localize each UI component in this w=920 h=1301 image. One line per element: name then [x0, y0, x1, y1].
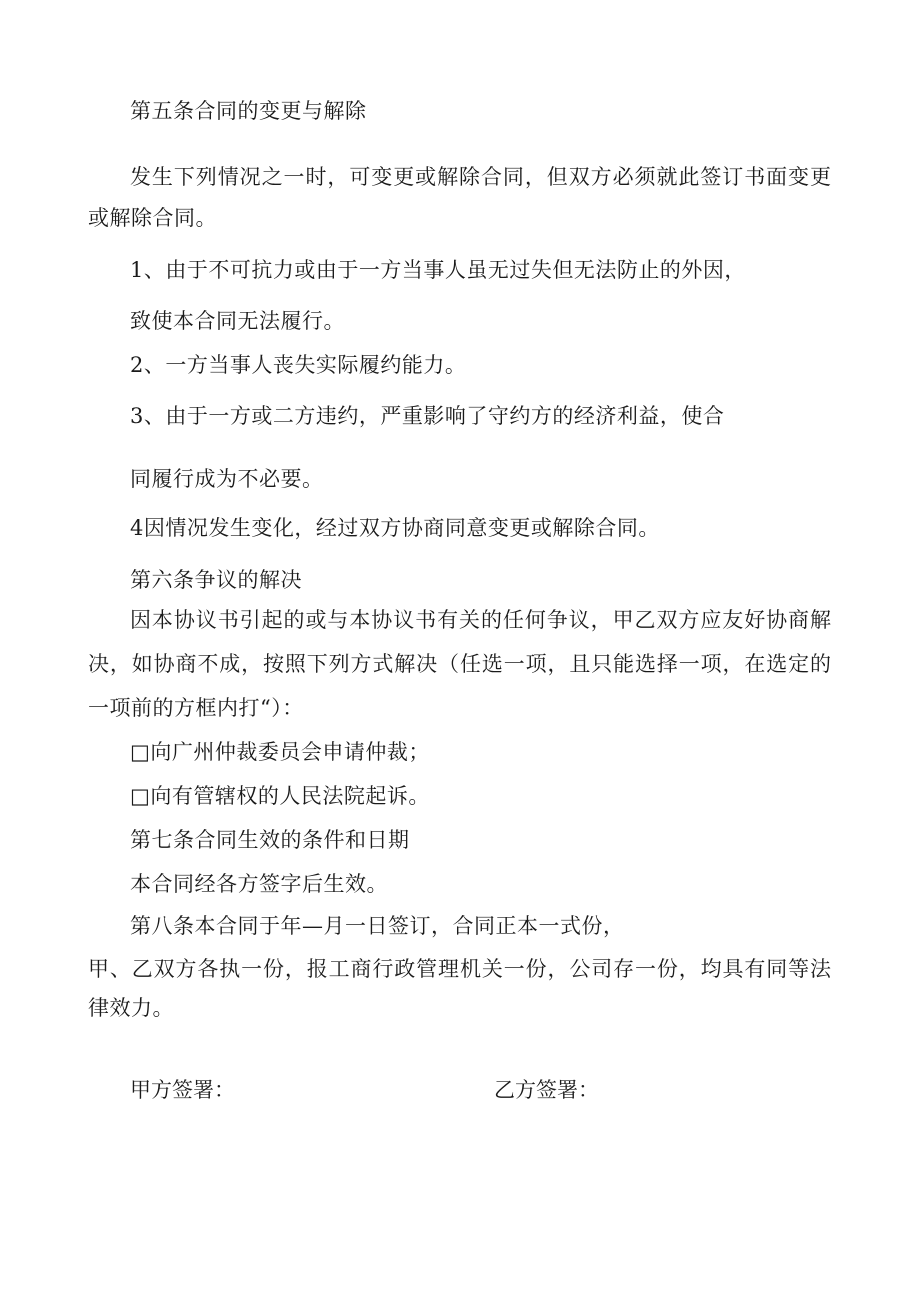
article-5-item-4: 4因情况发生变化，经过双方协商同意变更或解除合同。 [130, 516, 660, 540]
article-5-item-1-line-1: 1、由于不可抗力或由于一方当事人虽无过失但无法防止的外因， [130, 258, 746, 282]
article-5-item-2: 2、一方当事人丧失实际履约能力。 [130, 353, 467, 377]
article-5-intro-line-1: 发生下列情况之一时，可变更或解除合同，但双方必须就此签订书面变更 [130, 165, 831, 189]
article-7-body: 本合同经各方签字后生效。 [130, 872, 388, 896]
article-8-line-3: 律效力。 [88, 996, 174, 1020]
court-option: □向有管辖权的人民法院起诉。 [130, 784, 430, 808]
article-5-item-3-line-2: 同履行成为不必要。 [130, 467, 324, 491]
article-5-item-1-line-2: 致使本合同无法履行。 [130, 309, 345, 333]
article-5-heading: 第五条合同的变更与解除 [130, 99, 367, 123]
article-5-intro-line-2: 或解除合同。 [88, 206, 217, 230]
article-6-body-line-2: 决，如协商不成，按照下列方式解决（任选一项，且只能选择一项，在选定的 [88, 652, 831, 676]
article-8-line-2: 甲、乙双方各执一份，报工商行政管理机关一份，公司存一份，均具有同等法 [88, 957, 831, 981]
article-6-heading: 第六条争议的解决 [130, 568, 302, 592]
article-5-item-3-line-1: 3、由于一方或二方违约，严重影响了守约方的经济利益，使合 [130, 404, 725, 428]
article-8-line-1: 第八条本合同于年—月一日签订，合同正本一式份， [130, 914, 625, 938]
article-7-heading: 第七条合同生效的条件和日期 [130, 828, 410, 852]
article-6-body-line-3: 一项前的方框内打“）： [88, 696, 304, 720]
party-b-signature-label: 乙方签署： [494, 1078, 599, 1102]
arbitration-option: □向广州仲裁委员会申请仲裁； [130, 740, 430, 764]
party-a-signature-label: 甲方签署： [130, 1078, 235, 1102]
article-6-body-line-1: 因本协议书引起的或与本协议书有关的任何争议，甲乙双方应友好协商解 [130, 608, 831, 632]
